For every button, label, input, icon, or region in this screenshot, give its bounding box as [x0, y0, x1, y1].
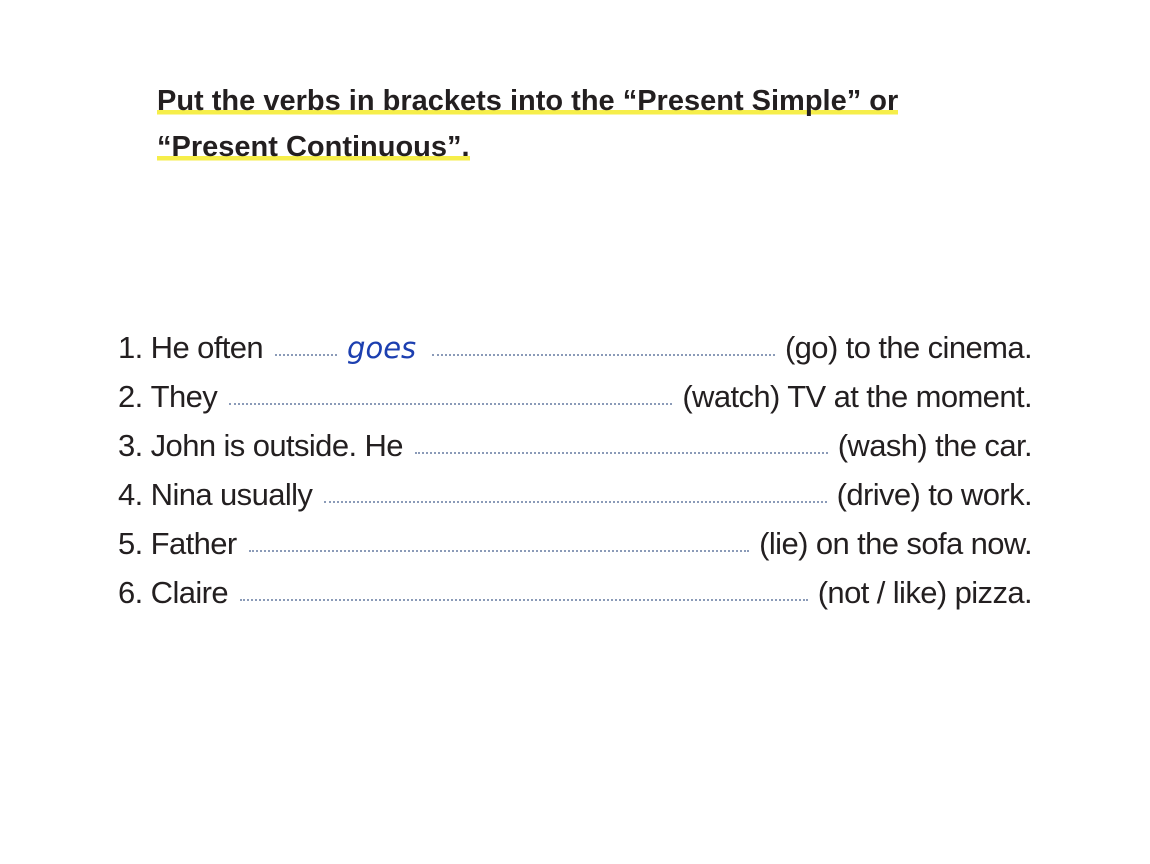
- exercise-item-5: [118, 526, 1032, 575]
- item-number: 6.: [118, 575, 143, 610]
- item-sentence-start: He often: [150, 330, 264, 365]
- instructions-line-2: “Present Continuous”.: [157, 131, 470, 163]
- answer-blank[interactable]: [249, 550, 749, 554]
- item-number: 1.: [118, 330, 143, 365]
- exercise-item-6: [118, 575, 1032, 624]
- exercise-list: [118, 330, 1032, 624]
- item-sentence-start: John is outside. He: [150, 428, 403, 463]
- item-number: 3.: [118, 428, 143, 463]
- exercise-item-1: [118, 330, 1032, 379]
- answer-blank[interactable]: [229, 403, 672, 407]
- blank-dots: [229, 401, 672, 405]
- instructions-heading: [157, 78, 1037, 170]
- blank-dots: [415, 450, 828, 454]
- item-sentence-end: (go) to the cinema.: [784, 330, 1032, 365]
- item-sentence-start: Claire: [150, 575, 229, 610]
- answer-blank[interactable]: [240, 599, 808, 603]
- item-sentence-end: (not / like) pizza.: [817, 575, 1032, 610]
- item-sentence-end: (watch) TV at the moment.: [682, 379, 1032, 414]
- blank-dots: [275, 352, 337, 356]
- answer-blank[interactable]: [324, 501, 826, 505]
- blank-dots: [249, 548, 749, 552]
- blank-dots: [432, 352, 775, 356]
- item-number: 2.: [118, 379, 143, 414]
- item-sentence-start: They: [150, 379, 218, 414]
- blank-dots: [240, 597, 808, 601]
- item-number: 5.: [118, 526, 143, 561]
- handwritten-answer: goes: [347, 331, 417, 365]
- item-sentence-start: Nina usually: [150, 477, 313, 512]
- blank-dots: [324, 499, 826, 503]
- item-sentence-end: (wash) the car.: [837, 428, 1032, 463]
- item-sentence-end: (drive) to work.: [836, 477, 1032, 512]
- answer-blank[interactable]: [415, 452, 828, 456]
- exercise-item-3: [118, 428, 1032, 477]
- item-sentence-end: (lie) on the sofa now.: [759, 526, 1032, 561]
- answer-blank[interactable]: [275, 331, 775, 365]
- exercise-item-2: [118, 379, 1032, 428]
- instructions-line-1: Put the verbs in brackets into the “Present Simple” or: [157, 85, 899, 117]
- exercise-item-4: [118, 477, 1032, 526]
- item-number: 4.: [118, 477, 143, 512]
- item-sentence-start: Father: [150, 526, 237, 561]
